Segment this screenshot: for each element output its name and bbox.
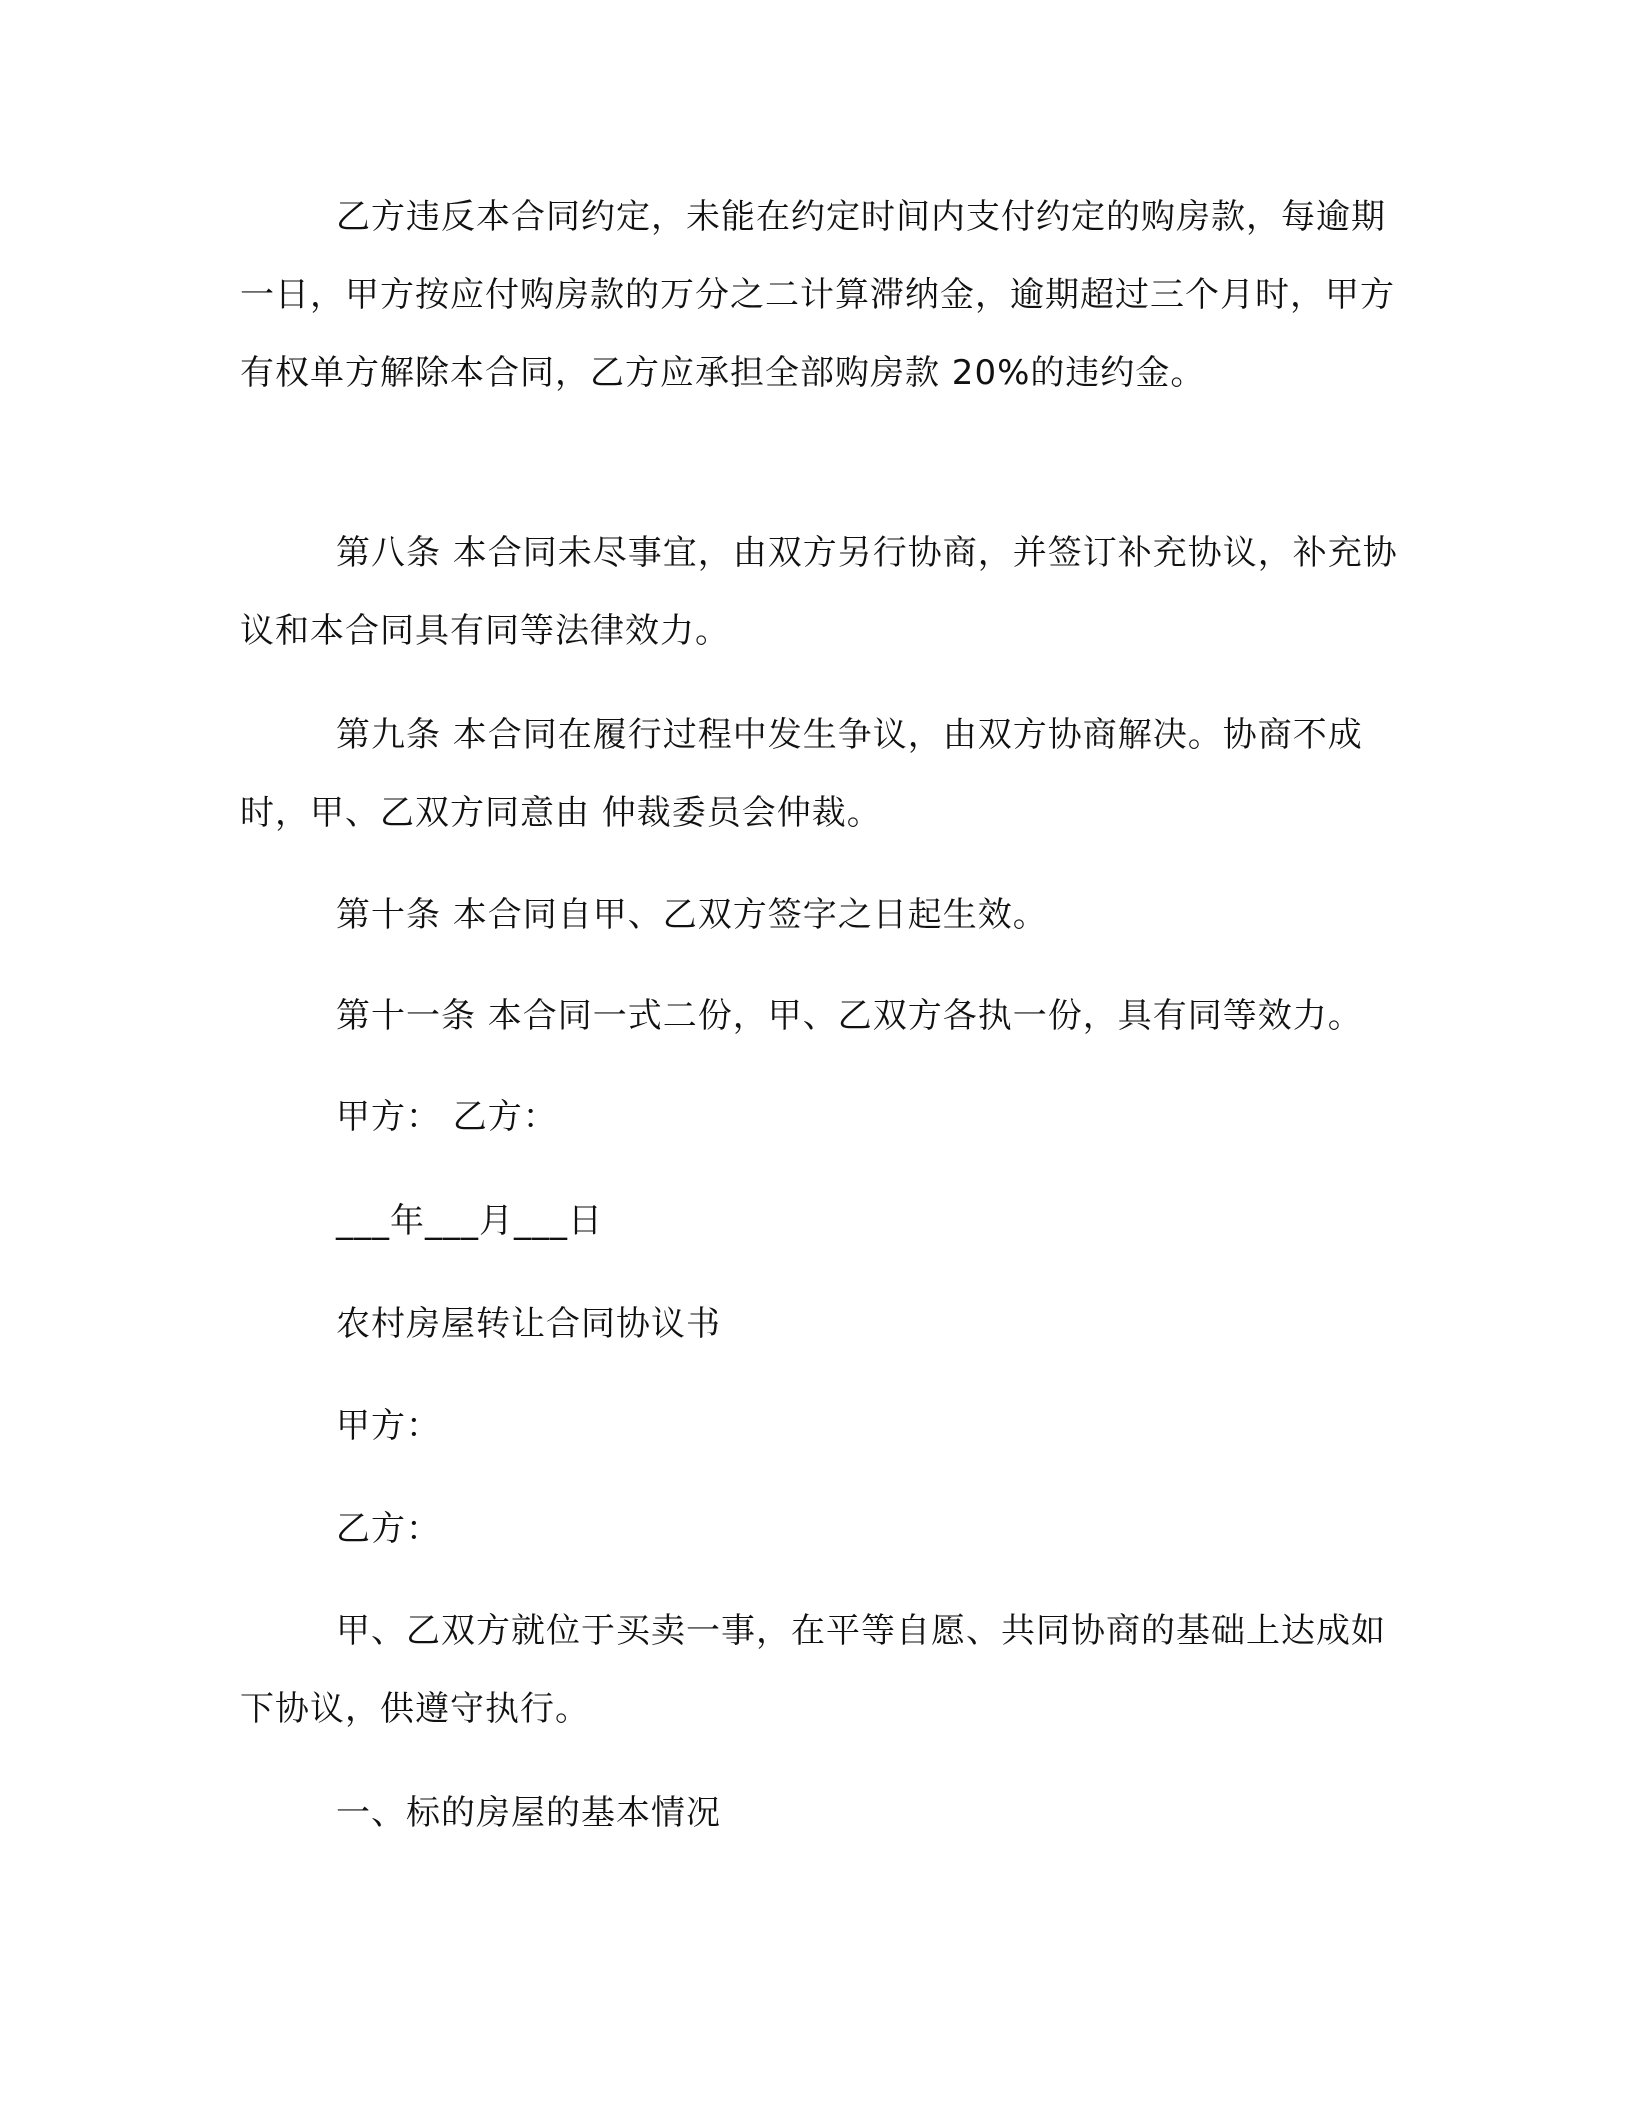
signature-parties-line: 甲方： 乙方： <box>336 1097 558 1137</box>
section-heading-1: 一、标的房屋的基本情况 <box>336 1793 721 1833</box>
paragraph-article-8: 第八条 本合同未尽事宜，由双方另行协商，并签订补充协议，补充协议和本合同具有同等法律效力。 <box>240 533 1398 651</box>
paragraph-article-10: 第十条 本合同自甲、乙双方签字之日起生效。 <box>336 895 1048 935</box>
paragraph-agreement-intro: 甲、乙双方就位于买卖一事，在平等自愿、共同协商的基础上达成如下协议，供遵守执行。 <box>240 1611 1386 1729</box>
party-a-line: 甲方： <box>336 1406 441 1446</box>
document-title: 农村房屋转让合同协议书 <box>336 1304 721 1344</box>
date-line: ___年___月___日 <box>336 1201 603 1241</box>
paragraph-article-11: 第十一条 本合同一式二份，甲、乙双方各执一份，具有同等效力。 <box>336 996 1363 1036</box>
paragraph-breach-payment: 乙方违反本合同约定，未能在约定时间内支付约定的购房款，每逾期一日，甲方按应付购房款的万分之二计算滞纳金，逾期超过三个月时，甲方有权单方解除本合同，乙方应承担全部购房款 20%的违约金。 <box>240 197 1395 393</box>
party-b-line: 乙方： <box>336 1509 441 1549</box>
paragraph-article-9: 第九条 本合同在履行过程中发生争议，由双方协商解决。协商不成时，甲、乙双方同意由 仲裁委员会仲裁。 <box>240 715 1363 833</box>
